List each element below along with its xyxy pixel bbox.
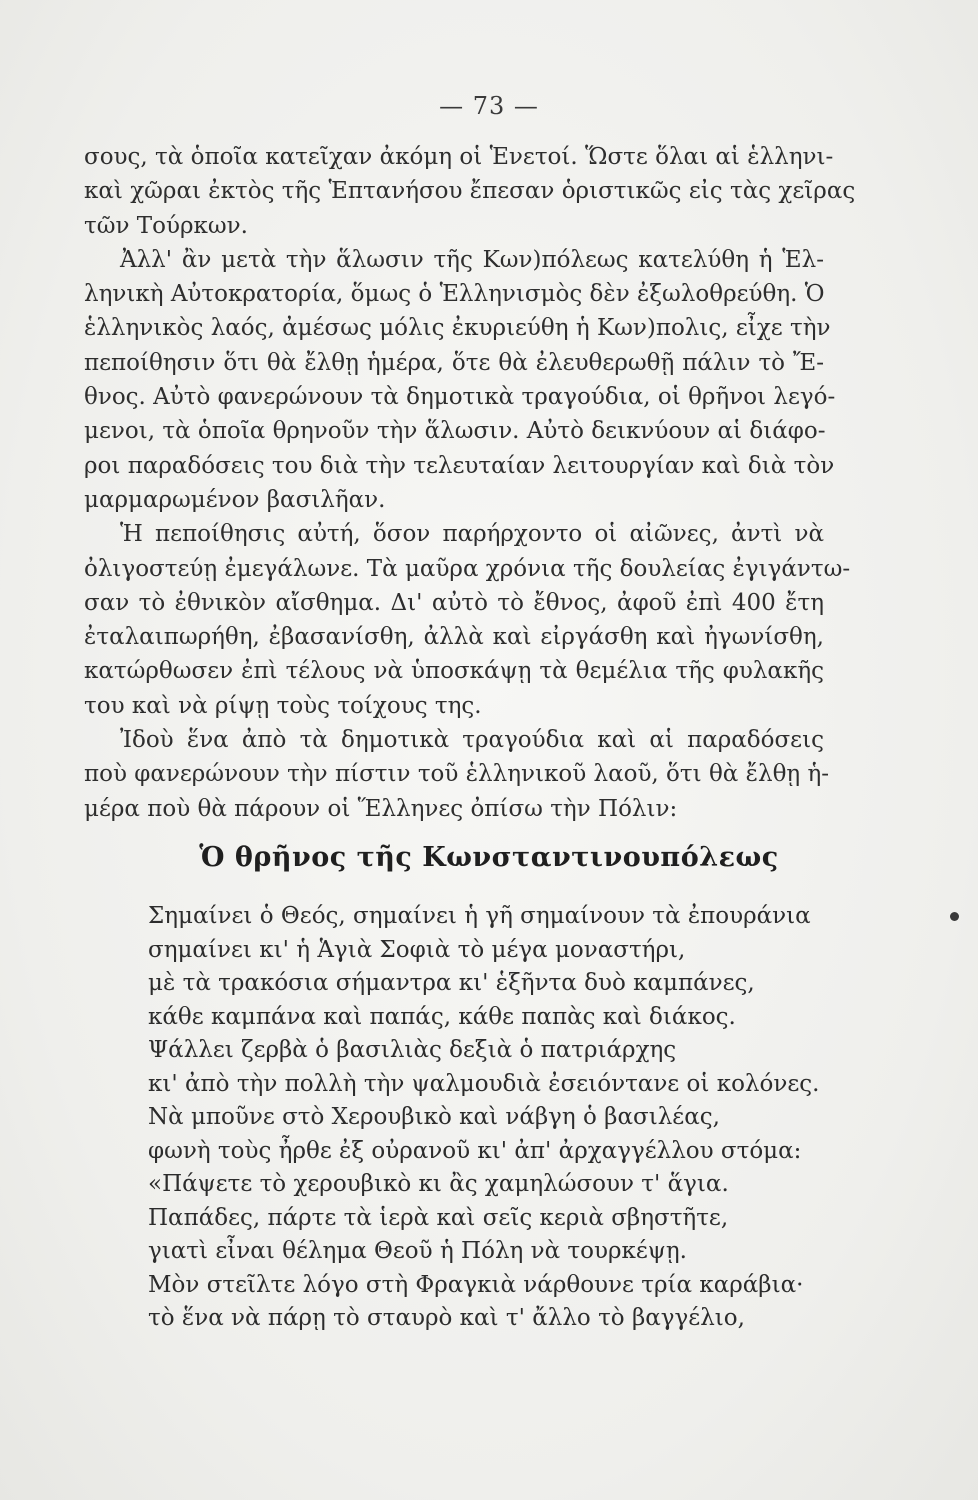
text-line: του καὶ νὰ ρίψῃ τοὺς τοίχους της.: [84, 692, 482, 719]
text-line: μαρμαρωμένον βασιλῆαν.: [84, 486, 386, 513]
text-line: Ἀλλ' ἂν μετὰ τὴν ἅλωσιν τῆς Κων)πόλεως κατελύθη ἡ Ἑλ-: [120, 246, 824, 273]
text-line: ἑλληνικὸς λαός, ἀμέσως μόλις ἐκυριεύθη ἡ Κων)πολις, εἶχε τὴν: [84, 315, 831, 342]
poem-line: κι' ἀπὸ τὴν πολλὴ τὴν ψαλμουδιὰ ἐσειόντανε οἱ κολόνες.: [148, 1070, 820, 1097]
poem-line: κάθε καμπάνα καὶ παπάς, κάθε παπὰς καὶ διάκος.: [148, 1003, 736, 1030]
poem-line: φωνὴ τοὺς ἦρθε ἐξ οὐρανοῦ κι' ἀπ' ἀρχαγγέλλου στόμα:: [148, 1137, 802, 1164]
text-line: μέρα ποὺ θὰ πάρουν οἱ Ἕλληνες ὀπίσω τὴν Πόλιν:: [84, 795, 678, 822]
section-title: Ὁ θρῆνος τῆς Κωνσταντινουπόλεως: [199, 842, 779, 873]
poem-line: «Πάψετε τὸ χερουβικὸ κι ἂς χαμηλώσουν τ' ἅγια.: [148, 1171, 729, 1197]
text-line: μενοι, τὰ ὁποῖα θρηνοῦν τὴν ἅλωσιν. Αὐτὸ δεικνύουν αἱ διάφο-: [84, 418, 826, 445]
ink-speck: [950, 912, 959, 921]
text-line: πεποίθησιν ὅτι θὰ ἔλθῃ ἡμέρα, ὅτε θὰ ἐλευθερωθῇ πάλιν τὸ Ἔ-: [84, 349, 824, 376]
text-line: ληνικὴ Αὐτοκρατορία, ὅμως ὁ Ἑλληνισμὸς δὲν ἐξωλοθρεύθη. Ὁ: [84, 281, 825, 308]
poem-body: [148, 900, 838, 1336]
text-line: Ἡ πεποίθησις αὐτή, ὅσον παρήρχοντο οἱ αἰῶνες, ἀντὶ νὰ: [120, 521, 824, 548]
poem-line: σημαίνει κι' ἡ Ἁγιὰ Σοφιὰ τὸ μέγα μοναστήρι,: [148, 936, 686, 963]
text-line: σαν τὸ ἐθνικὸν αἴσθημα. Δι' αὐτὸ τὸ ἔθνος, ἀφοῦ ἐπὶ 400 ἔτη: [84, 589, 824, 616]
text-line: καὶ χῶραι ἐκτὸς τῆς Ἑπτανήσου ἔπεσαν ὁριστικῶς εἰς τὰς χεῖρας: [84, 178, 856, 205]
text-line: σους, τὰ ὁποῖα κατεῖχαν ἀκόμη οἱ Ἑνετοί. Ὥστε ὅλαι αἱ ἑλληνι-: [84, 144, 834, 170]
text-line: θνος. Αὐτὸ φανερώνουν τὰ δημοτικὰ τραγούδια, οἱ θρῆνοι λεγό-: [84, 384, 836, 411]
text-line: ροι παραδόσεις του διὰ τὴν τελευταίαν λειτουργίαν καὶ διὰ τὸν: [84, 452, 835, 479]
poem-line: Νὰ μποῦνε στὸ Χερουβικὸ καὶ νάβγη ὁ βασιλέας,: [148, 1104, 720, 1130]
text-line: Ἰδοὺ ἕνα ἀπὸ τὰ δημοτικὰ τραγούδια καὶ αἱ παραδόσεις: [120, 727, 824, 754]
poem-line: Ψάλλει ζερβὰ ὁ βασιλιὰς δεξιὰ ὁ πατριάρχης: [148, 1037, 677, 1063]
poem-line: Σημαίνει ὁ Θεός, σημαίνει ἡ γῆ σημαίνουν τὰ ἐπουράνια: [148, 903, 811, 929]
text-line: κατώρθωσεν ἐπὶ τέλους νὰ ὑποσκάψῃ τὰ θεμέλια τῆς φυλακῆς: [84, 658, 824, 685]
poem-line: Μὸν στεῖλτε λόγο στὴ Φραγκιὰ νάρθουνε τρία καράβια·: [148, 1271, 804, 1298]
text-line: ὀλιγοστεύῃ ἐμεγάλωνε. Τὰ μαῦρα χρόνια τῆς δουλείας ἐγιγάντω-: [84, 555, 851, 582]
text-line: ἐταλαιπωρήθη, ἐβασανίσθη, ἀλλὰ καὶ εἰργάσθη καὶ ἠγωνίσθη,: [84, 624, 824, 651]
poem-line: Παπάδες, πάρτε τὰ ἱερὰ καὶ σεῖς κεριὰ σβηστῆτε,: [148, 1204, 729, 1231]
poem-line: μὲ τὰ τρακόσια σήμαντρα κι' ἑξῆντα δυὸ καμπάνες,: [148, 970, 755, 996]
text-line: τῶν Τούρκων.: [84, 212, 248, 239]
poem-line: γιατὶ εἶναι θέλημα Θεοῦ ἡ Πόλη νὰ τουρκέψῃ.: [148, 1238, 687, 1264]
poem-line: τὸ ἕνα νὰ πάρῃ τὸ σταυρὸ καὶ τ' ἄλλο τὸ βαγγέλιο,: [148, 1305, 745, 1331]
text-line: ποὺ φανερώνουν τὴν πίστιν τοῦ ἑλληνικοῦ λαοῦ, ὅτι θὰ ἔλθῃ ἡ-: [84, 761, 830, 788]
prose-body: [84, 140, 856, 826]
page-number: — 73 —: [439, 92, 539, 120]
